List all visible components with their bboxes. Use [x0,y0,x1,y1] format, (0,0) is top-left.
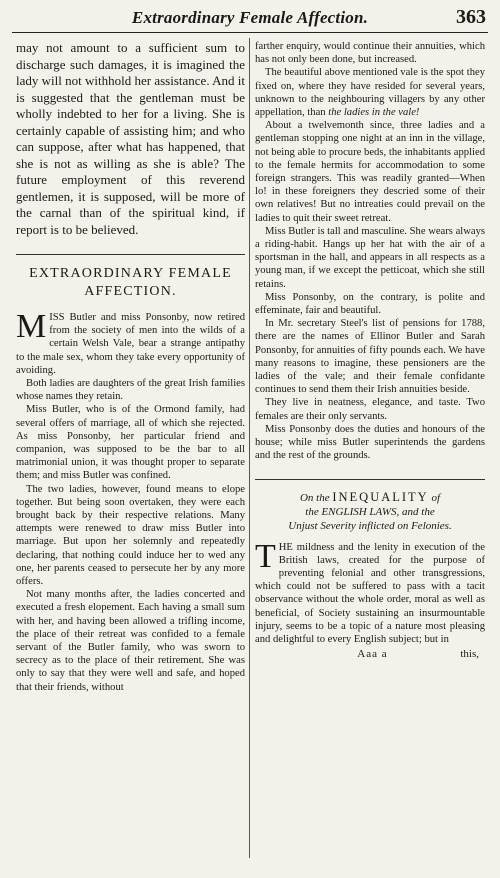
running-title: Extraordinary Female Affection. [131,8,369,27]
article-paragraph [255,66,485,119]
article-heading [16,265,245,301]
column-divider [249,38,250,858]
article-paragraph: Miss Ponsonby, on the contrary, is polite and effeminate, fair and beautiful. [255,291,485,317]
article-heading-line1: EXTRAORDINARY FEMALE [29,266,232,281]
continuation-paragraph: may not amount to a sufficient sum to discharge such damages, it is imagined the lady will not withhold her assistance. And it is suggested that the gentleman must be wholly indebted to her for a living. She is certainly capable of assisting him; and who can suppose, after what has happened, that she is not as willing as she is able? The future employment of this reverend gentlemen, it is supposed, will be more of the carnal than of the spiritual kind, if report is to be believed. [16,40,245,237]
catchword: this, [460,648,479,661]
essay-heading-line2: the ENGLISH LAWS, and the [305,505,435,518]
article-paragraph: Both ladies are daughters of the great Irish families whose names they retain. [16,378,245,403]
article-paragraph [16,308,245,377]
essay-heading-line3: Unjust Severity inflicted on Felonies. [288,519,452,532]
paragraph-text: ISS Butler and miss Ponsonby, now retired from the society of men into the wilds of a certain Welsh Vale, bear a strange antipathy to the male sex, whom they take every opportunity of avoiding. [16,312,245,376]
article-paragraph: In Mr. secretary Steel's list of pensions for 1788, there are the names of Ellinor Butler and Sarah Ponsonby, for annuities of fifty pounds each. We have many reasons to imagine, these pensioners are the ladies of the vale; and their female confidante continues to send them their Irish annuities beside. [255,318,485,396]
section-rule [16,254,245,255]
essay-heading [255,490,485,533]
section-rule [255,479,485,480]
running-header [12,6,488,33]
essay-heading-line1 [255,490,485,505]
paragraph-text: HE mildness and the lenity in execution of the British laws, created for the purpose of preventing felonial and other transgressions, which could not be suffered to pass with a tacit observance without the whole order, moral as well as beneficial, of Society sustaining an insurmountable injury, seems to be a topic of a nature most pleasing and delightful to every English subject; but in [255,541,485,645]
article-paragraph: They live in neatness, elegance, and taste. Two females are their only servants. [255,397,485,422]
article-paragraph: Miss Ponsonby does the duties and honours of the house; while miss Butler superintends the gardens and the rest of the grounds. [255,423,485,462]
article-paragraph: Miss Butler is tall and masculine. She wears always a riding-habit. Hangs up her hat with the air of a sportsman in the hall, and appears in all respects as a young man, if we except the petticoat, which she still retains. [255,225,485,290]
article-paragraph: About a twelvemonth since, three ladies and a gentleman stopping one night at an inn in the village, not being able to procure beds, the inhabitants applied to the female hermits for accommodation to some foreign strangers. This was readily granted—When lo! in these foreigners they descried some of their own relatives! But no intreaties could prevail on the ladies to quit their sweet retreat. [255,120,485,224]
page-footer [255,648,485,661]
signature-mark: Aaa a [357,648,388,661]
article-paragraph: The two ladies, however, found means to elope together. But being soon overtaken, they were each brought back by their respective relations. Many attempts were renewed to draw miss Butler into marriage. But upon her solemnly and repeatedly declaring, that nothing could induce her to wed any one, her parents ceased to persecute her by any more offers. [16,483,245,588]
left-column [16,40,245,694]
italic-phrase: the ladies in the vale! [328,107,420,119]
paragraph-text: The beautiful above mentioned vale is the spot they fixed on, where they have resided for several years, unknown to the neighbouring villagers by any other appellation, than [255,67,485,119]
heading-word: On the [299,491,330,504]
article-paragraph [255,537,485,647]
article-paragraph: Miss Butler, who is of the Ormond family, had several offers of marriage, all of which she rejected. As miss Ponsonby, her particular friend and companion, was supposed to be the bar to all matrimonial union, it was thought proper to separate them; and miss Butler was confined. [16,404,245,482]
drop-cap: T [255,537,276,575]
heading-caps: INEQUALITY [332,489,429,504]
article-heading-line2: AFFECTION. [84,284,177,299]
page-number: 363 [456,6,486,28]
drop-cap: M [16,308,47,345]
right-column [255,40,485,661]
heading-word: of [431,491,441,504]
article-paragraph: Not many months after, the ladies concerted and executed a fresh elopement. Each having a small sum with her, and having been allowed a trifling income, the place of their retreat was confided to a female servant of the Butler family, who was sworn to secrecy as to the place of their retirement. She was only to say that they were well and safe, and hoped that their friends, without [16,589,245,693]
article-paragraph: farther enquiry, would continue their annuities, which has not only been done, but increased. [255,41,485,66]
